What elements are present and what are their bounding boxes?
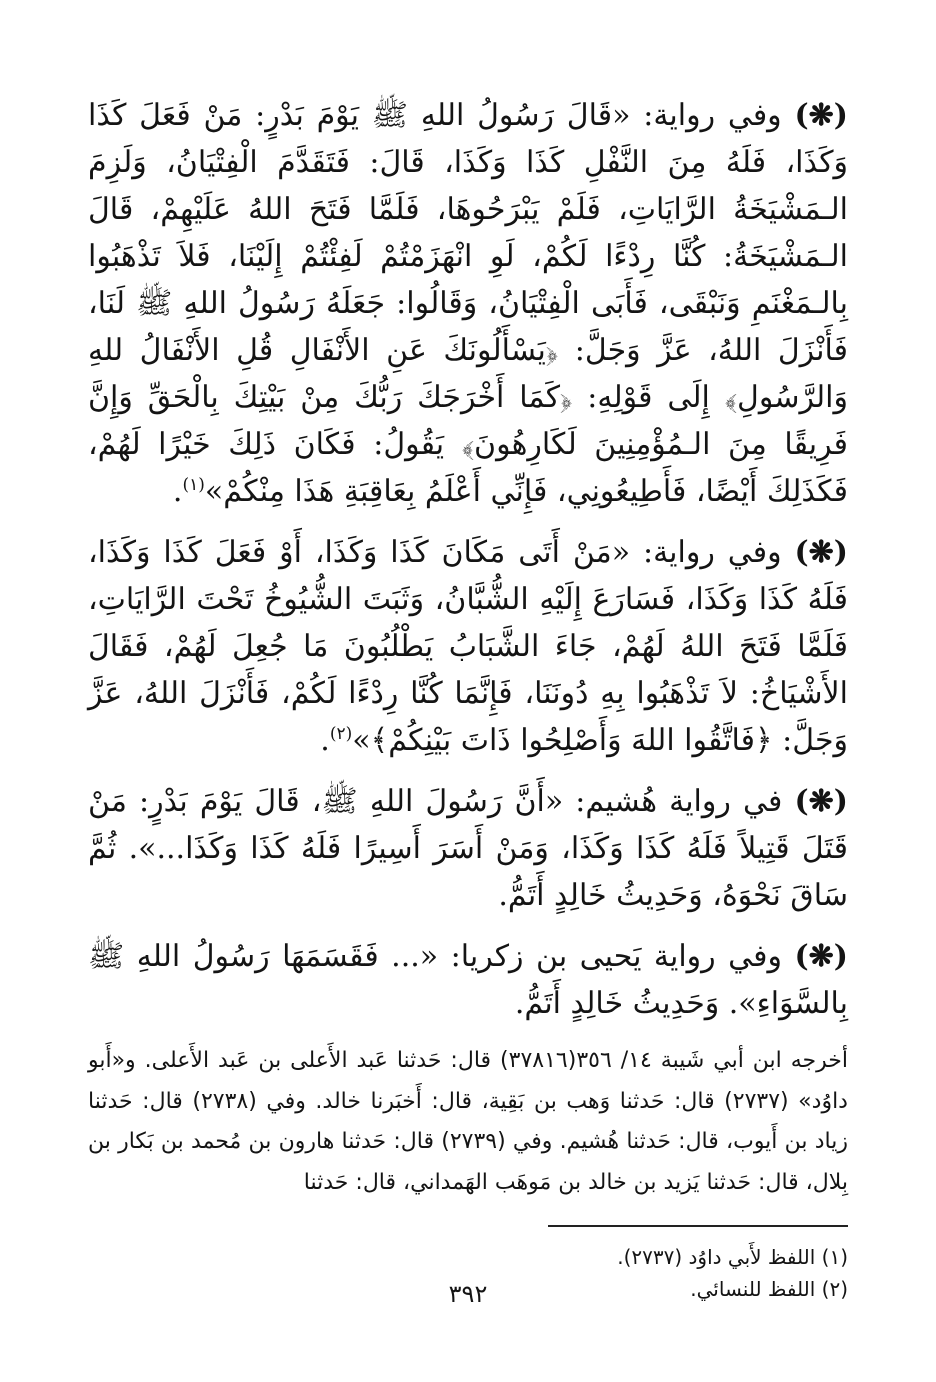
paragraph-marker: (❋) — [794, 939, 848, 974]
paragraph-text: وفي رواية: «مَنْ أَتَى مَكَانَ كَذَا وَكَذَا، أَوْ فَعَلَ كَذَا وَكَذَا، فَلَهُ كَذَا وَكَذَا، فَسَارَعَ إِلَيْهِ الشُّبَّانُ، وَثَبَتَ الشُّيُوخُ تَحْتَ الرَّايَاتِ، فَلَمَّا فَتَحَ اللهُ لَهُمْ، جَاءَ الشَّبَابُ يَطْلُبُونَ مَا جُعِلَ لَهُمْ، فَقَالَ الأَشْيَاخُ: لاَ تَذْهَبُوا بِهِ دُونَنَا، فَإِنَّمَا كُنَّا رِدْءًا لَكُمْ، فَأَنْزَلَ اللهُ، عَزَّ وَجَلَّ: ﴿فَاتَّقُوا اللهَ وَأَصْلِحُوا ذَاتَ بَيْنِكُمْ﴾» — [88, 535, 848, 758]
footnote-reference[interactable]: (١) — [182, 475, 205, 495]
paragraph-3 — [88, 778, 848, 919]
footnote-2: (٢) اللفظ للنسائي. — [690, 1277, 848, 1301]
paragraph-2 — [88, 529, 848, 764]
paragraph-marker: (❋) — [794, 535, 848, 570]
paragraph-tail: . — [320, 723, 330, 758]
paragraph-tail: . — [172, 474, 183, 509]
paragraph-marker: (❋) — [794, 784, 848, 819]
footnote-divider — [548, 1225, 848, 1227]
paragraph-text: في رواية هُشيم: «أَنَّ رَسُولَ اللهِ ﷺ، قَالَ يَوْمَ بَدْرٍ: مَنْ قَتَلَ قَتِيلاً فَلَهُ كَذَا وَكَذَا، وَمَنْ أَسَرَ أَسِيرًا فَلَهُ كَذَا وَكَذَا...». ثُمَّ سَاقَ نَحْوَهُ، وَحَدِيثُ خَالِدٍ أَتَمُّ. — [88, 784, 848, 913]
source-citation: أخرجه ابن أبي شَيبة ١٤/ ٣٥٦(٣٧٨١٦) قال: حَدثنا عَبد الأَعلى بن عَبد الأَعلى. و«أَبو داوُد» (٢٧٣٧) قال: حَدثنا وَهب بن بَقِية، قال: أَخبَرنا خالد. وفي (٢٧٣٨) قال: حَدثنا زياد بن أَيوب، قال: حَدثنا هُشيم. وفي (٢٧٣٩) قال: حَدثنا هارون بن مُحمد بن بَكار بن بِلال، قال: حَدثنا يَزيد بن خالد بن مَوهَب الهَمداني، قال: حَدثنا — [88, 1048, 849, 1195]
page-number: ٣٩٢ — [448, 1280, 488, 1308]
paragraph-4 — [88, 933, 848, 1027]
paragraph-1 — [88, 92, 848, 515]
footnote-reference[interactable]: (٢) — [329, 724, 353, 744]
paragraph-text: وفي رواية يَحيى بن زكريا: «... فَقَسَمَهَا رَسُولُ اللهِ ﷺ بِالسَّوَاءِ». وَحَدِيثُ خَالِدٍ أَتَمُّ. — [88, 939, 848, 1021]
footnote-1: (١) اللفظ لأَبي داوُد (٢٧٣٧). — [617, 1245, 848, 1269]
page-body — [88, 92, 848, 1305]
paragraph-marker: (❋) — [794, 98, 848, 133]
paragraph-text: وفي رواية: «قَالَ رَسُولُ اللهِ ﷺ يَوْمَ بَدْرٍ: مَنْ فَعَلَ كَذَا وَكَذَا، فَلَهُ مِنَ النَّفْلِ كَذَا وَكَذَا، قَالَ: فَتَقَدَّمَ الْفِتْيَانُ، وَلَزِمَ الـمَشْيَخَةُ الرَّايَاتِ، فَلَمْ يَبْرَحُوهَا، فَلَمَّا فَتَحَ اللهُ عَلَيْهِمْ، قَالَ الـمَشْيَخَةُ: كُنَّا رِدْءًا لَكُمْ، لَوِ انْهَزَمْتُمْ لَفِئْتُمْ إِلَيْنَا، فَلاَ تَذْهَبُوا بِالـمَغْنَمِ وَنَبْقَى، فَأَبَى الْفِتْيَانُ، وَقَالُوا: جَعَلَهُ رَسُولُ اللهِ ﷺ لَنَا، فَأَنْزَلَ اللهُ، عَزَّ وَجَلَّ: ﴿يَسْأَلُونَكَ عَنِ الأَنْفَالِ قُلِ الأَنْفَالُ للهِ وَالرَّسُولِ﴾ إِلَى قَوْلِهِ: ﴿كَمَا أَخْرَجَكَ رَبُّكَ مِنْ بَيْتِكَ بِالْحَقِّ وَإِنَّ فَرِيقًا مِنَ الـمُؤْمِنِينَ لَكَارِهُونَ﴾ يَقُولُ: فَكَانَ ذَلِكَ خَيْرًا لَهُمْ، فَكَذَلِكَ أَيْضًا، فَأَطِيعُونِي، فَإِنِّي أَعْلَمُ بِعَاقِبَةِ هَذَا مِنْكُمْ» — [88, 98, 848, 509]
